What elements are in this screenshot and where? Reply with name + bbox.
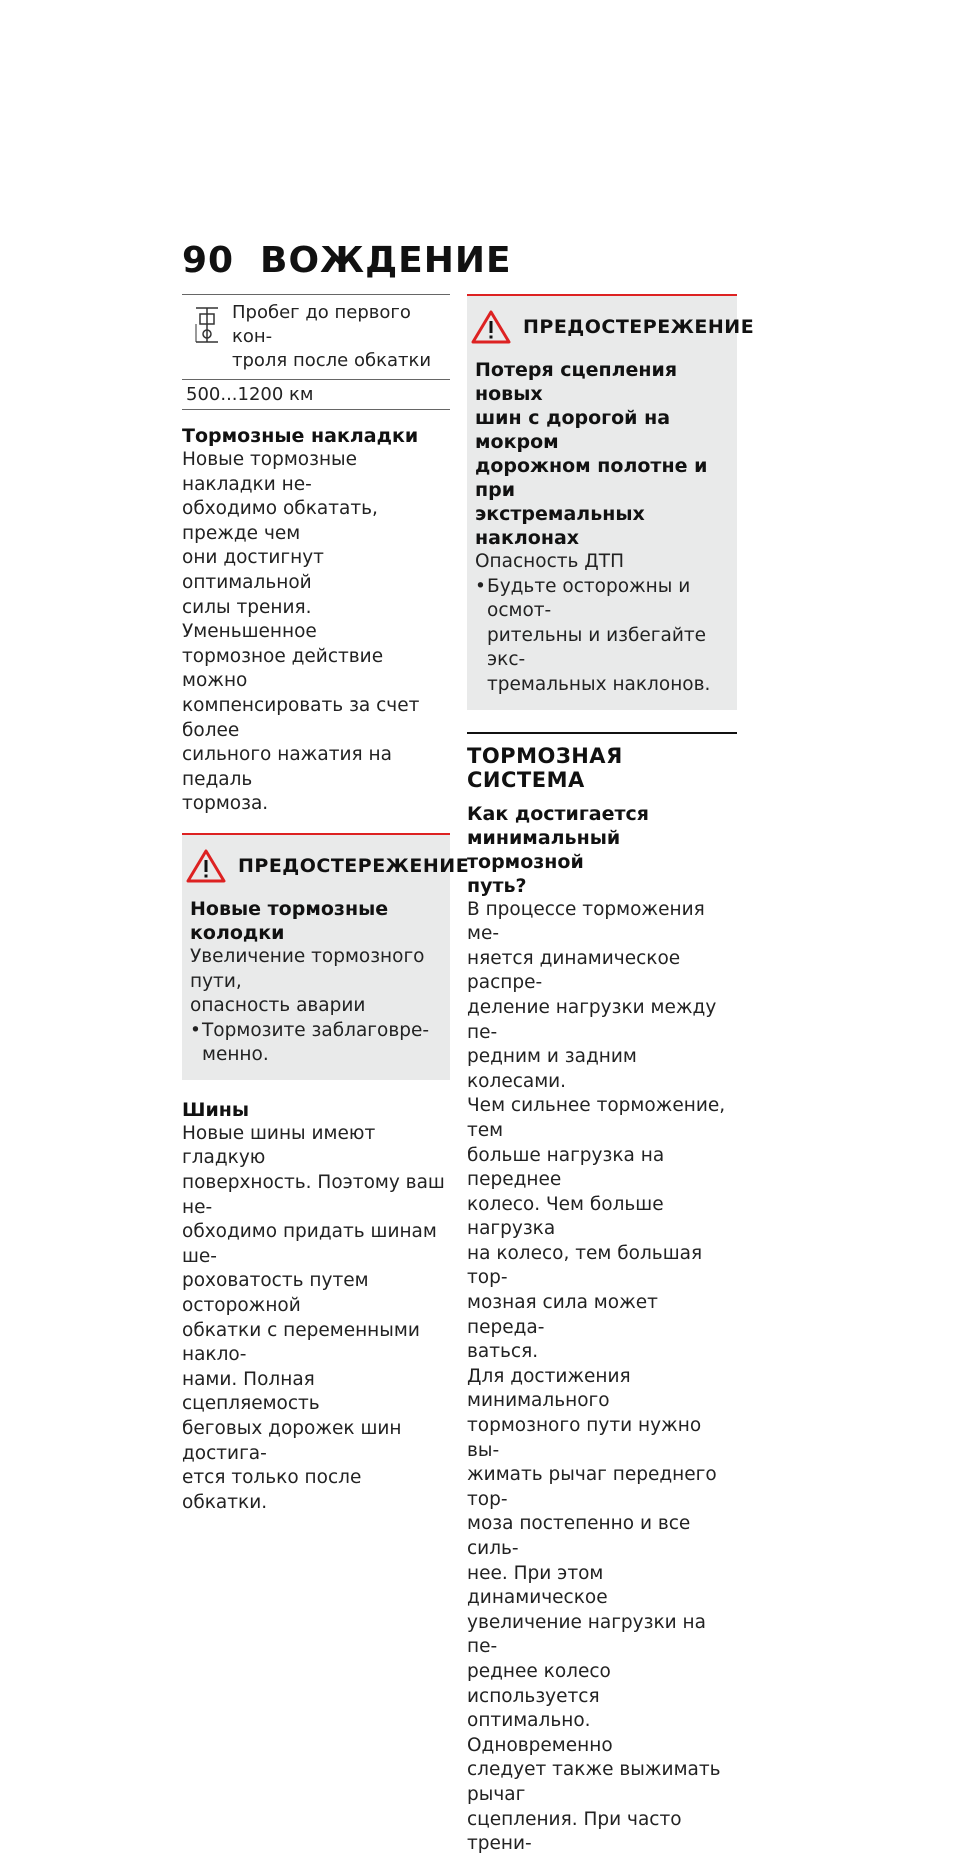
braking-para-2 <box>467 1365 737 1857</box>
tires-heading: Шины <box>182 1098 250 1121</box>
text-line: Новые тормозные накладки не- <box>182 449 358 495</box>
warning-text <box>475 550 729 575</box>
text-line: редним и задним колесами. <box>467 1046 637 1092</box>
text-line: нее. При этом динамическое <box>467 1562 608 1609</box>
heading-line: путь? <box>467 874 527 897</box>
warning-text <box>190 945 442 1019</box>
text-line: колесо. Чем больше нагрузка <box>467 1193 664 1240</box>
text-line: деление нагрузки между пе- <box>467 996 717 1043</box>
warning-title <box>471 310 755 344</box>
text-line: Увеличение тормозного пути, <box>190 945 425 992</box>
heading-line: Новые тормозные <box>190 897 389 920</box>
info-label-row <box>182 295 450 380</box>
warning-box-brake-pads <box>182 833 470 1080</box>
text-line: на колесо, тем большая тор- <box>467 1242 703 1289</box>
text-line: В процессе торможения ме- <box>467 898 705 945</box>
text-line: Чем сильнее торможение, тем <box>467 1095 726 1141</box>
info-value: 500...1200 км <box>186 384 314 405</box>
bullet-icon: • <box>190 1019 201 1041</box>
text-line: опасность аварии <box>190 995 366 1017</box>
heading-line: экстремальных наклонах <box>475 503 645 549</box>
text-line: сильного нажатия на педаль <box>182 744 392 790</box>
text-line: Для достижения минимального <box>467 1365 631 1412</box>
text-line: силы трения. Уменьшенное <box>182 596 317 643</box>
braking-distance-heading <box>467 802 737 898</box>
text-line: они достигнут оптимальной <box>182 547 324 593</box>
right-column <box>467 294 755 1857</box>
heading-line: колодки <box>190 921 285 944</box>
info-label-line: троля после обкатки <box>232 350 432 371</box>
chapter-title: ВОЖДЕНИЕ <box>260 240 512 281</box>
warning-bullet <box>190 1019 442 1068</box>
text-line: Тормозите заблаговре- <box>202 1019 430 1041</box>
text-line: поверхность. Поэтому ваш не- <box>182 1172 445 1218</box>
heading-line: Как достигается <box>467 802 649 825</box>
text-line: тормоза. <box>182 793 269 815</box>
info-label <box>232 301 450 373</box>
text-line: Будьте осторожны и осмот- <box>487 575 691 622</box>
heading-line: шин с дорогой на мокром <box>475 407 671 453</box>
text-line: обходимо обкатать, прежде чем <box>182 498 378 544</box>
text-line: больше нагрузка на переднее <box>467 1144 665 1191</box>
section-title: ТОРМОЗНАЯ СИСТЕМА <box>467 732 737 792</box>
text-line: тормозного пути нужно вы- <box>467 1415 702 1461</box>
heading-line: Потеря сцепления новых <box>475 359 678 405</box>
text-line: беговых дорожек шин достига- <box>182 1418 402 1464</box>
warning-label: ПРЕДОСТЕРЕЖЕНИЕ <box>238 854 470 877</box>
text-line: жимать рычаг переднего тор- <box>467 1464 717 1510</box>
text-line: сцепления. При часто трени- <box>467 1808 682 1855</box>
brake-pads-text <box>182 448 450 817</box>
inspection-gauge-icon <box>182 303 232 347</box>
text-line: мозная сила может переда- <box>467 1292 658 1338</box>
text-line: обкатки с переменными накло- <box>182 1319 420 1366</box>
text-line: увеличение нагрузки на пе- <box>467 1611 706 1658</box>
warning-triangle-icon <box>186 849 226 883</box>
text-line: тремальных наклонов. <box>487 673 711 695</box>
warning-heading <box>475 358 729 550</box>
text-line: моза постепенно и все силь- <box>467 1513 691 1559</box>
text-line: ваться. <box>467 1341 539 1363</box>
text-line: компенсировать за счет более <box>182 694 420 741</box>
bullet-icon: • <box>475 575 486 597</box>
text-line: реднее колесо используется <box>467 1660 611 1707</box>
heading-line: минимальный тормозной <box>467 826 621 873</box>
text-line: нами. Полная сцепляемость <box>182 1368 320 1415</box>
brake-pads-heading: Тормозные накладки <box>182 425 419 447</box>
text-line: рительны и избегайте экс- <box>487 624 707 671</box>
warning-title <box>186 849 470 883</box>
left-column <box>182 294 470 1515</box>
text-line: следует также выжимать рычаг <box>467 1759 721 1805</box>
mileage-info-table <box>182 294 450 410</box>
text-line: Опасность ДТП <box>475 551 624 572</box>
text-line: Новые шины имеют гладкую <box>182 1122 376 1169</box>
text-line: оптимально. Одновременно <box>467 1710 613 1756</box>
text-line: менно. <box>202 1044 269 1066</box>
warning-triangle-icon <box>471 310 511 344</box>
warning-heading <box>190 897 442 945</box>
info-label-line: Пробег до первого кон- <box>232 302 411 347</box>
page-number: 90 <box>182 240 235 281</box>
heading-line: дорожном полотне и при <box>475 455 708 501</box>
text-line: няется динамическое распре- <box>467 947 681 994</box>
warning-bullet <box>475 575 729 698</box>
text-line: тормозное действие можно <box>182 645 384 692</box>
warning-label: ПРЕДОСТЕРЕЖЕНИЕ <box>523 316 755 338</box>
warning-box-new-tires <box>467 294 755 710</box>
text-line: ется только после обкатки. <box>182 1467 362 1513</box>
page-header <box>182 240 512 281</box>
text-line: обходимо придать шинам ше- <box>182 1221 437 1267</box>
braking-para-1 <box>467 898 737 1365</box>
text-line: роховатость путем осторожной <box>182 1270 369 1317</box>
tires-text <box>182 1122 450 1516</box>
